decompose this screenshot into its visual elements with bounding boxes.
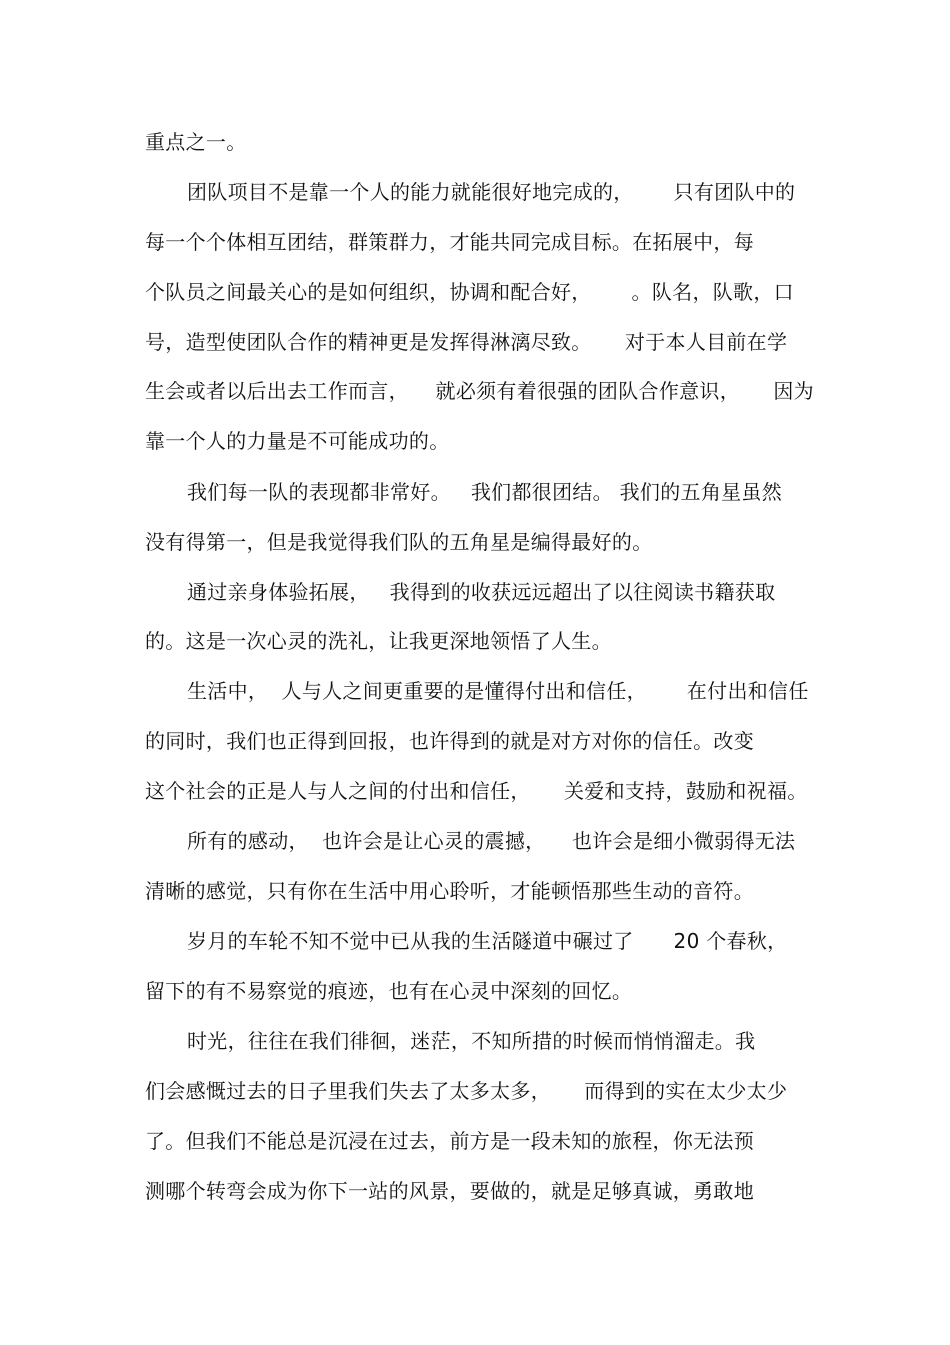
text-line: 靠一个人的力量是不可能成功的。 xyxy=(145,429,450,453)
paragraph-first-line: 我们每一队的表现都非常好。 我们都很团结。 我们的五角星虽然 xyxy=(187,480,783,504)
text-line: 清晰的感觉，只有你在生活中用心聆听，才能顿悟那些生动的音符。 xyxy=(145,879,754,903)
paragraph-first-line: 岁月的车轮不知不觉中已从我的生活隧道中碾过了 20 个春秋， xyxy=(187,929,788,953)
text-line: 没有得第一，但是我觉得我们队的五角星是编得最好的。 xyxy=(145,530,653,554)
text-line: 的同时，我们也正得到回报，也许得到的就是对方对你的信任。改变 xyxy=(145,729,754,753)
text-line: 测哪个转弯会成为你下一站的风景，要做的，就是足够真诚，勇敢地 xyxy=(145,1179,754,1203)
paragraph-first-line: 团队项目不是靠一个人的能力就能很好地完成的， 只有团队中的 xyxy=(187,180,796,204)
paragraph-first-line: 通过亲身体验拓展， 我得到的收获远远超出了以往阅读书籍获取 xyxy=(187,580,776,604)
text-line: 生会或者以后出去工作而言， 就必须有着很强的团队合作意识， 因为 xyxy=(145,379,814,403)
text-line: 个队员之间最关心的是如何组织，协调和配合好， 。队名，队歌，口 xyxy=(145,280,794,304)
text-line: 重点之一。 xyxy=(145,130,247,154)
text-line: 了。但我们不能总是沉浸在过去，前方是一段未知的旅程，你无法预 xyxy=(145,1129,754,1153)
text-line: 每一个个体相互团结，群策群力，才能共同完成目标。在拓展中，每 xyxy=(145,230,754,254)
paragraph-first-line: 所有的感动， 也许会是让心灵的震撼， 也许会是细小微弱得无法 xyxy=(187,829,796,853)
text-line: 们会感慨过去的日子里我们失去了太多太多， 而得到的实在太少太少 xyxy=(145,1079,788,1103)
paragraph-first-line: 时光，往往在我们徘徊，迷茫，不知所措的时候而悄悄溜走。我 xyxy=(187,1029,756,1053)
text-line: 这个社会的正是人与人之间的付出和信任， 关爱和支持，鼓励和祝福。 xyxy=(145,779,808,803)
text-line: 的。这是一次心灵的洗礼，让我更深地领悟了人生。 xyxy=(145,629,612,653)
paragraph-first-line: 生活中， 人与人之间更重要的是懂得付出和信任， 在付出和信任 xyxy=(187,679,809,703)
text-line: 留下的有不易察觉的痕迹，也有在心灵中深刻的回忆。 xyxy=(145,979,633,1003)
text-line: 号，造型使团队合作的精神更是发挥得淋漓尽致。 对于本人目前在学 xyxy=(145,330,788,354)
